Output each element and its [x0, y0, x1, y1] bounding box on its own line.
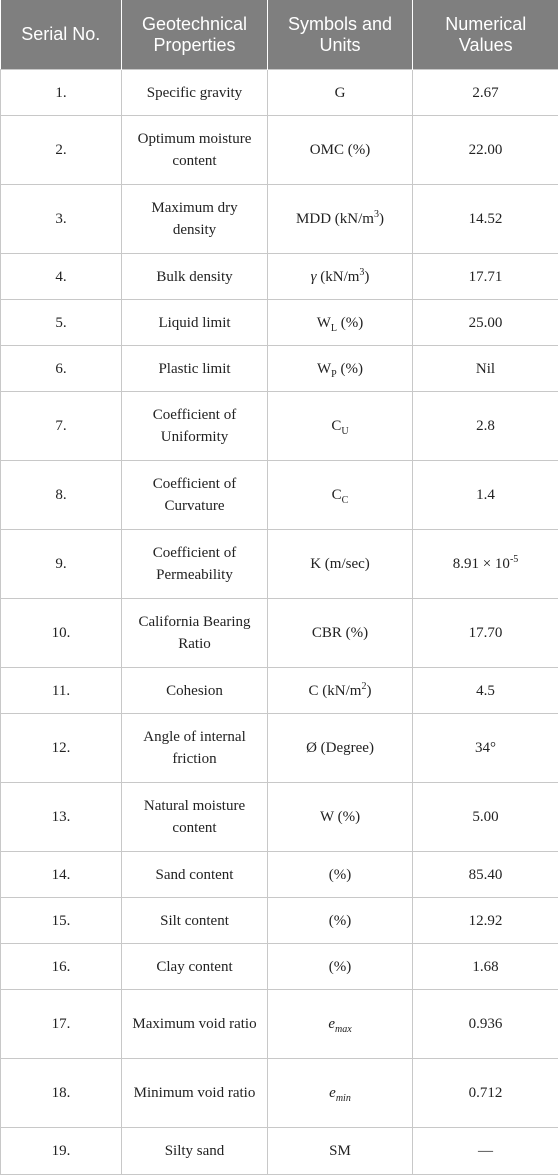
table-row — [1, 254, 558, 300]
symbol-cell: $e_{min}$ — [268, 1059, 413, 1128]
property-cell: Maximum void ratio — [122, 990, 268, 1059]
value-cell: 25.00 — [413, 300, 558, 346]
serial-cell: 7. — [1, 392, 122, 461]
symbol-cell: MDD $(kN/m^3)$ — [268, 185, 413, 254]
header-value: Numerical Values — [413, 0, 558, 70]
property-cell: Coefficient of Permeability — [122, 530, 268, 599]
table-row — [1, 944, 558, 990]
serial-cell: 6. — [1, 346, 122, 392]
symbol-cell: (%) — [268, 944, 413, 990]
symbol-cell: $W_P$ (%) — [268, 346, 413, 392]
table-row — [1, 346, 558, 392]
symbol-cell: (%) — [268, 852, 413, 898]
value-cell: 0.712 — [413, 1059, 558, 1128]
table-row — [1, 1059, 558, 1128]
serial-cell: 10. — [1, 599, 122, 668]
symbol-cell: W (%) — [268, 783, 413, 852]
symbol-cell: $e_{max}$ — [268, 990, 413, 1059]
serial-cell: 17. — [1, 990, 122, 1059]
serial-cell: 1. — [1, 70, 122, 116]
serial-cell: 18. — [1, 1059, 122, 1128]
table-row — [1, 70, 558, 116]
value-cell: 2.67 — [413, 70, 558, 116]
serial-cell: 14. — [1, 852, 122, 898]
property-cell: Coefficient of Uniformity — [122, 392, 268, 461]
value-cell: 2.8 — [413, 392, 558, 461]
property-cell: Natural moisture content — [122, 783, 268, 852]
symbol-cell: CBR (%) — [268, 599, 413, 668]
table-row — [1, 599, 558, 668]
serial-cell: 9. — [1, 530, 122, 599]
value-cell: 0.936 — [413, 990, 558, 1059]
table-row — [1, 530, 558, 599]
value-cell: 17.70 — [413, 599, 558, 668]
serial-cell: 11. — [1, 668, 122, 714]
table-row — [1, 185, 558, 254]
table-row — [1, 116, 558, 185]
value-cell: 22.00 — [413, 116, 558, 185]
value-cell: 1.4 — [413, 461, 558, 530]
property-cell: Liquid limit — [122, 300, 268, 346]
value-cell: 12.92 — [413, 898, 558, 944]
serial-cell: 8. — [1, 461, 122, 530]
property-cell: Minimum void ratio — [122, 1059, 268, 1128]
serial-cell: 16. — [1, 944, 122, 990]
value-cell: 4.5 — [413, 668, 558, 714]
table-row — [1, 461, 558, 530]
serial-cell: 2. — [1, 116, 122, 185]
symbol-cell: γ $(kN/m^3)$ — [268, 254, 413, 300]
header-serial: Serial No. — [1, 0, 122, 70]
property-cell: Bulk density — [122, 254, 268, 300]
serial-cell: 13. — [1, 783, 122, 852]
serial-cell: 19. — [1, 1128, 122, 1175]
value-cell: 1.68 — [413, 944, 558, 990]
symbol-cell: C $(kN/m^2)$ — [268, 668, 413, 714]
property-cell: Silty sand — [122, 1128, 268, 1175]
symbol-cell: $C_U$ — [268, 392, 413, 461]
value-cell: 85.40 — [413, 852, 558, 898]
property-cell: Cohesion — [122, 668, 268, 714]
value-cell: 34° — [413, 714, 558, 783]
symbol-cell: $C_C$ — [268, 461, 413, 530]
property-cell: Coefficient of Curvature — [122, 461, 268, 530]
property-cell: Silt content — [122, 898, 268, 944]
property-cell: Sand content — [122, 852, 268, 898]
symbol-cell: (%) — [268, 898, 413, 944]
value-cell: 5.00 — [413, 783, 558, 852]
symbol-cell: Ø (Degree) — [268, 714, 413, 783]
serial-cell: 3. — [1, 185, 122, 254]
value-cell: Nil — [413, 346, 558, 392]
serial-cell: 4. — [1, 254, 122, 300]
header-symbol: Symbols and Units — [268, 0, 413, 70]
table-row — [1, 898, 558, 944]
table-row — [1, 783, 558, 852]
table-row — [1, 714, 558, 783]
table-body — [1, 70, 558, 1175]
serial-cell: 5. — [1, 300, 122, 346]
table-row — [1, 668, 558, 714]
property-cell: Clay content — [122, 944, 268, 990]
property-cell: Plastic limit — [122, 346, 268, 392]
symbol-cell: G — [268, 70, 413, 116]
value-cell: $8.91 \times 10^{-5}$ — [413, 530, 558, 599]
table-row — [1, 990, 558, 1059]
property-cell: Specific gravity — [122, 70, 268, 116]
serial-cell: 12. — [1, 714, 122, 783]
property-cell: Optimum moisture content — [122, 116, 268, 185]
symbol-cell: OMC (%) — [268, 116, 413, 185]
value-cell: 17.71 — [413, 254, 558, 300]
table-row — [1, 392, 558, 461]
table-row — [1, 852, 558, 898]
symbol-cell: K (m/sec) — [268, 530, 413, 599]
header-row — [1, 0, 558, 70]
value-cell: 14.52 — [413, 185, 558, 254]
property-cell: California Bearing Ratio — [122, 599, 268, 668]
serial-cell: 15. — [1, 898, 122, 944]
property-cell: Maximum dry density — [122, 185, 268, 254]
symbol-cell: SM — [268, 1128, 413, 1175]
property-cell: Angle of internal friction — [122, 714, 268, 783]
table-row — [1, 1128, 558, 1175]
value-cell: — — [413, 1128, 558, 1175]
table-row — [1, 300, 558, 346]
symbol-cell: $W_L$ (%) — [268, 300, 413, 346]
header-property: Geotechnical Properties — [122, 0, 268, 70]
